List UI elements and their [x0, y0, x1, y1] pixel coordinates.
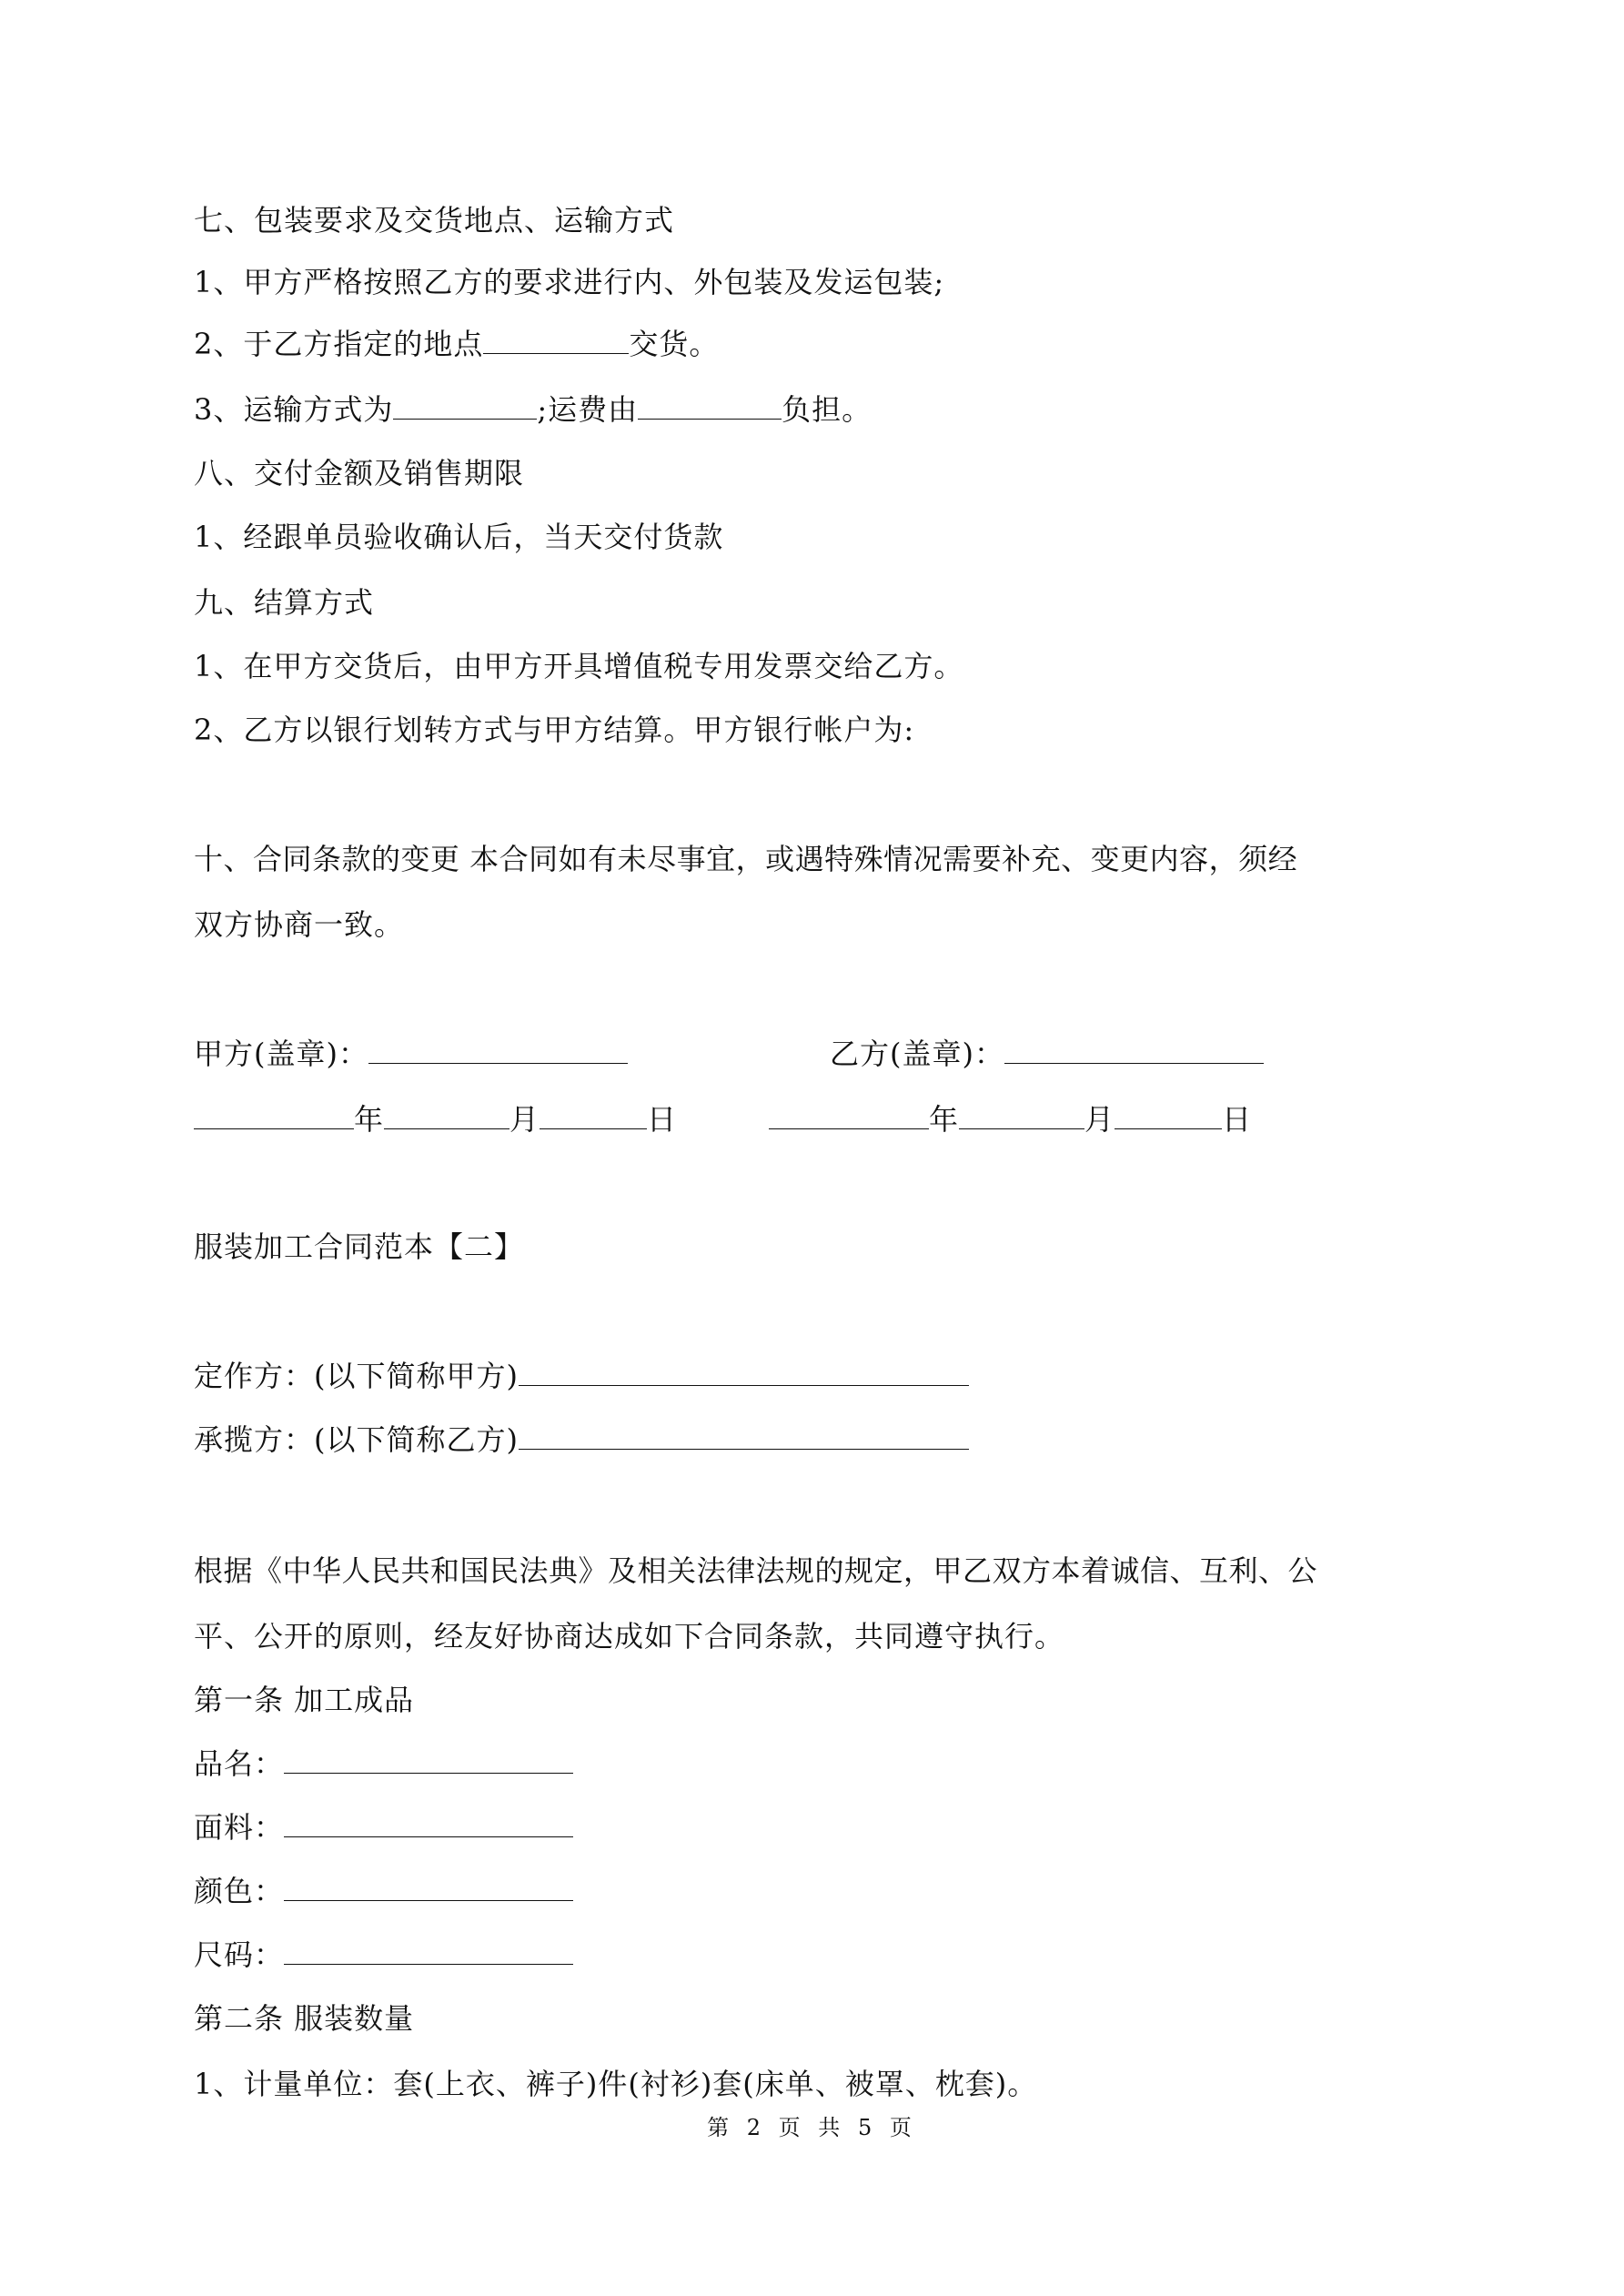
item-3-prefix: 3、运输方式为 — [194, 392, 394, 427]
field-label: 尺码： — [194, 1937, 285, 1972]
item-3-mid: ;运费由 — [537, 392, 639, 427]
freight-payer-blank[interactable] — [638, 391, 782, 420]
section-7-item-1: 1、甲方严格按照乙方的要求进行内、外包装及发运包装; — [194, 265, 945, 299]
field-label: 面料： — [194, 1810, 285, 1845]
article-2-item-1: 1、计量单位：套(上衣、裤子)件(衬衫)套(床单、被罩、枕套)。 — [194, 2067, 1038, 2101]
month-label: 月 — [509, 1102, 540, 1137]
orderer-label: 定作方：(以下简称甲方) — [194, 1359, 519, 1393]
party-a-signature — [194, 1036, 628, 1072]
party-a-label: 甲方(盖章)： — [194, 1037, 368, 1071]
section-9-item-1: 1、在甲方交货后，由甲方开具增值税专用发票交给乙方。 — [194, 649, 964, 683]
party-b-day-blank[interactable] — [1115, 1101, 1222, 1129]
party-b-date — [769, 1101, 1252, 1138]
field-size — [194, 1937, 573, 1973]
year-label: 年 — [929, 1102, 960, 1137]
field-label: 颜色： — [194, 1874, 285, 1908]
party-a-year-blank[interactable] — [194, 1101, 354, 1129]
field-product-name — [194, 1745, 573, 1782]
party-a-date — [194, 1101, 677, 1138]
page-indicator: 第 2 页 共 5 页 — [707, 2115, 917, 2140]
field-label: 品名： — [194, 1746, 285, 1781]
contractor-name-blank[interactable] — [519, 1421, 969, 1450]
article-2-heading: 第二条 服装数量 — [194, 2001, 415, 2036]
item-2-suffix: 交货。 — [629, 327, 720, 361]
delivery-location-blank[interactable] — [483, 326, 629, 354]
party-a-day-blank[interactable] — [540, 1101, 647, 1129]
section-7-item-3 — [194, 391, 872, 428]
size-blank[interactable] — [284, 1937, 573, 1965]
orderer-name-blank[interactable] — [519, 1358, 969, 1386]
section-7-heading: 七、包装要求及交货地点、运输方式 — [194, 203, 675, 238]
day-label: 日 — [647, 1102, 678, 1137]
fabric-blank[interactable] — [284, 1809, 573, 1837]
section-9-heading: 九、结算方式 — [194, 585, 375, 620]
preamble-line-2: 平、公开的原则，经友好协商达成如下合同条款，共同遵守执行。 — [194, 1619, 1065, 1654]
party-a-month-blank[interactable] — [384, 1101, 509, 1129]
day-label: 日 — [1222, 1102, 1253, 1137]
contract-2-title: 服装加工合同范本【二】 — [194, 1229, 525, 1264]
orderer-line — [194, 1358, 969, 1394]
item-2-prefix: 2、于乙方指定的地点 — [194, 327, 484, 361]
year-label: 年 — [354, 1102, 385, 1137]
field-color — [194, 1873, 573, 1909]
party-b-seal-blank[interactable] — [1004, 1036, 1264, 1064]
party-b-month-blank[interactable] — [959, 1101, 1084, 1129]
party-b-year-blank[interactable] — [769, 1101, 929, 1129]
article-1-heading: 第一条 加工成品 — [194, 1683, 415, 1717]
party-b-signature — [830, 1036, 1264, 1072]
product-name-blank[interactable] — [284, 1745, 573, 1774]
section-10-line-1: 十、合同条款的变更 本合同如有未尽事宜，或遇特殊情况需要补充、变更内容，须经 — [194, 842, 1298, 876]
contractor-line — [194, 1421, 969, 1458]
section-10-line-2: 双方协商一致。 — [194, 907, 405, 942]
section-9-item-2: 2、乙方以银行划转方式与甲方结算。甲方银行帐户为: — [194, 713, 915, 747]
field-fabric — [194, 1809, 573, 1846]
contractor-label: 承揽方：(以下简称乙方) — [194, 1422, 519, 1457]
section-8-heading: 八、交付金额及销售期限 — [194, 456, 525, 491]
color-blank[interactable] — [284, 1873, 573, 1901]
party-a-seal-blank[interactable] — [368, 1036, 628, 1064]
section-7-item-2 — [194, 326, 719, 362]
section-8-item-1: 1、经跟单员验收确认后，当天交付货款 — [194, 520, 724, 554]
month-label: 月 — [1084, 1102, 1115, 1137]
transport-method-blank[interactable] — [393, 391, 537, 420]
preamble-line-1: 根据《中华人民共和国民法典》及相关法律法规的规定，甲乙双方本着诚信、互利、公 — [194, 1553, 1318, 1588]
party-b-label: 乙方(盖章)： — [830, 1037, 1004, 1071]
item-3-suffix: 负担。 — [782, 392, 873, 427]
